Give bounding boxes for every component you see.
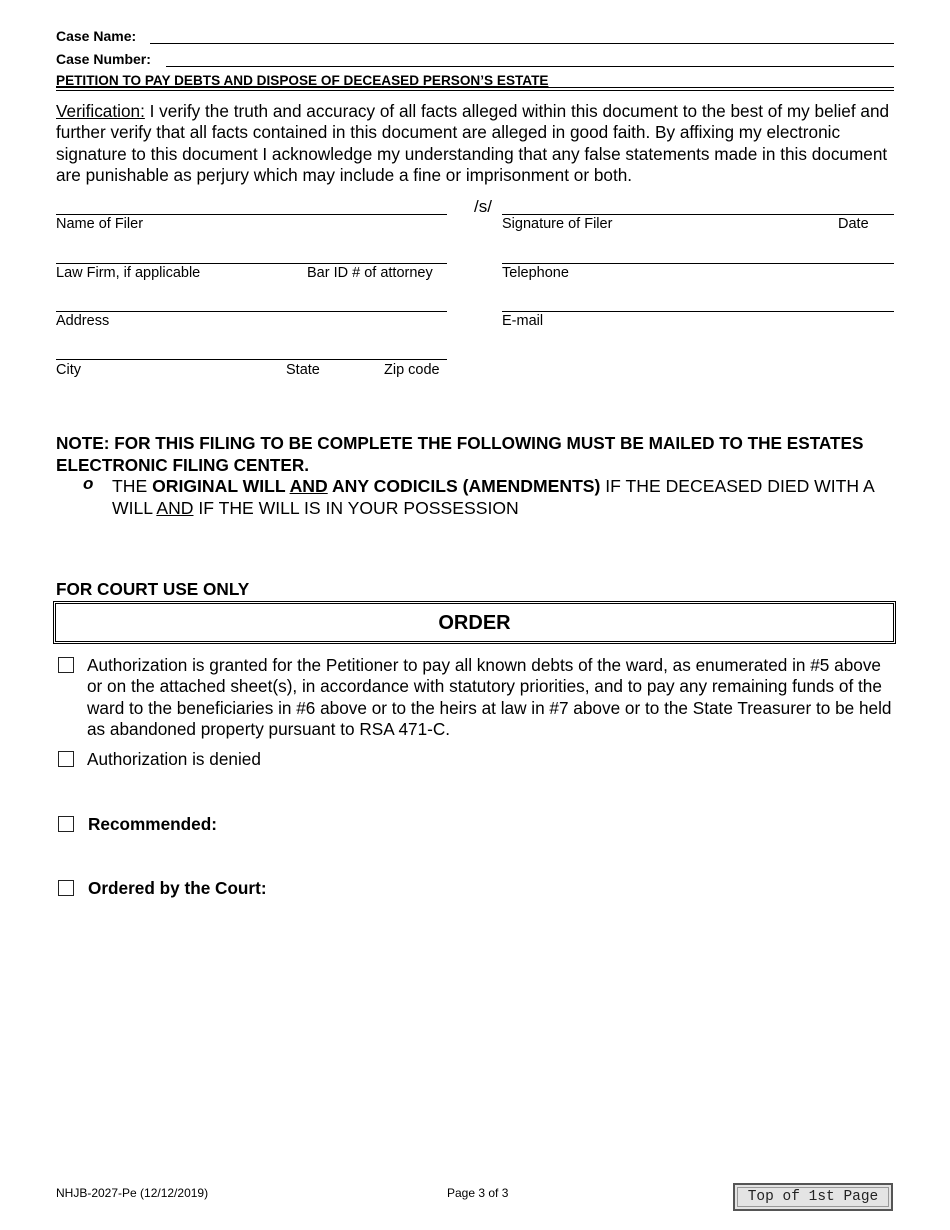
bar-id-label: Bar ID # of attorney xyxy=(307,265,433,281)
order-box xyxy=(53,601,896,644)
telephone-label: Telephone xyxy=(502,265,569,281)
city-state-zip-field[interactable] xyxy=(56,359,447,360)
case-number-label: Case Number: xyxy=(56,51,151,67)
note-the: THE xyxy=(112,476,153,496)
note-heading: NOTE: FOR THIS FILING TO BE COMPLETE THE FOLLOWING MUST BE MAILED TO THE ESTATES ELECTRONIC FILING CENTER. xyxy=(56,433,864,475)
law-firm-field[interactable] xyxy=(56,263,447,264)
denied-checkbox[interactable] xyxy=(58,751,74,767)
for-court-use-label: FOR COURT USE ONLY xyxy=(56,579,250,599)
signature-field[interactable] xyxy=(502,214,894,215)
denied-text: Authorization is denied xyxy=(87,749,261,769)
state-label: State xyxy=(286,362,320,378)
ordered-checkbox[interactable] xyxy=(58,880,74,896)
case-name-label: Case Name: xyxy=(56,28,137,44)
email-label: E-mail xyxy=(502,313,544,329)
email-field[interactable] xyxy=(502,311,894,312)
ordered-by-court-label: Ordered by the Court: xyxy=(88,878,267,898)
zip-label: Zip code xyxy=(384,362,440,378)
address-field[interactable] xyxy=(56,311,447,312)
top-of-first-page-button[interactable]: Top of 1st Page xyxy=(733,1183,893,1211)
note-original-will: ORIGINAL WILL xyxy=(152,476,290,496)
recommended-label: Recommended: xyxy=(88,814,217,834)
name-of-filer-label: Name of Filer xyxy=(56,216,144,232)
sig-prefix: /s/ xyxy=(474,197,492,216)
case-name-field[interactable] xyxy=(150,43,894,44)
city-label: City xyxy=(56,362,81,378)
order-title: ORDER xyxy=(438,612,511,634)
granted-checkbox[interactable] xyxy=(58,657,74,673)
note-rest-1: IF THE DECEASED DIED WITH A WILL xyxy=(112,476,874,518)
case-number-field[interactable] xyxy=(166,66,894,67)
recommended-checkbox[interactable] xyxy=(58,816,74,832)
page-number: Page 3 of 3 xyxy=(447,1186,509,1200)
date-label: Date xyxy=(838,216,869,232)
form-title: PETITION TO PAY DEBTS AND DISPOSE OF DECEASED PERSON’S ESTATE xyxy=(56,73,549,88)
bullet-icon: o xyxy=(83,474,94,493)
verification-text: I verify the truth and accuracy of all facts alleged within this document to the best of my belief and further verify that all facts contained in this document are alleged in good faith. By affixing my electronic signature to this document I acknowledge my understanding that any false statements made in this document are punishable as perjury which may include a fine or imprisonment or both. xyxy=(56,101,890,185)
address-label: Address xyxy=(56,313,110,329)
name-of-filer-field[interactable] xyxy=(56,214,447,215)
title-divider-1 xyxy=(56,87,894,88)
verification-label: Verification: xyxy=(56,101,145,121)
note-and-2: AND xyxy=(156,498,194,518)
note-and-1: AND xyxy=(289,476,328,496)
signature-of-filer-label: Signature of Filer xyxy=(502,216,613,232)
telephone-field[interactable] xyxy=(502,263,894,264)
title-divider-2 xyxy=(56,90,894,91)
note-codicils: ANY CODICILS (AMENDMENTS) xyxy=(327,476,601,496)
form-id: NHJB-2027-Pe (12/12/2019) xyxy=(56,1186,209,1200)
note-rest-2: IF THE WILL IS IN YOUR POSSESSION xyxy=(193,498,519,518)
note-item xyxy=(112,475,892,519)
verification-paragraph xyxy=(56,101,896,186)
law-firm-label: Law Firm, if applicable xyxy=(56,265,201,281)
granted-text: Authorization is granted for the Petitioner to pay all known debts of the ward, as enumerated in #5 above or on the attached sheet(s), in accordance with statutory priorities, and to pay any remaining funds of the ward to the beneficiaries in #6 above or to the heirs at law in #7 above or to the State Treasurer to be held as abandoned property pursuant to RSA 471-C. xyxy=(87,655,892,739)
